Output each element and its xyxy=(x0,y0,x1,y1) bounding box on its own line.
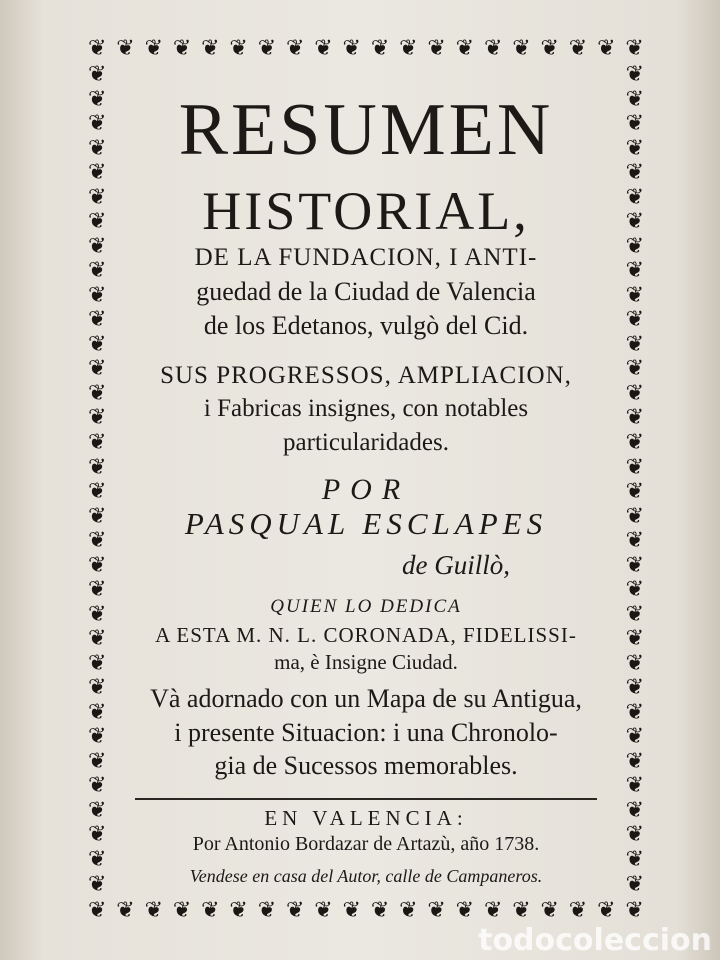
fleuron-ornament-icon: ❦ xyxy=(88,748,107,774)
fleuron-ornament-icon: ❦ xyxy=(625,773,644,799)
fleuron-ornament-icon: ❦ xyxy=(88,62,107,87)
fleuron-ornament-icon: ❦ xyxy=(229,898,248,923)
fleuron-ornament-icon: ❦ xyxy=(427,898,446,923)
fleuron-ornament-icon: ❦ xyxy=(625,331,644,357)
subtitle-line: guedad de la Ciudad de Valencia xyxy=(196,277,536,306)
fleuron-ornament-icon: ❦ xyxy=(540,898,559,923)
ornament-column-left xyxy=(88,64,106,896)
fleuron-ornament-icon: ❦ xyxy=(625,405,644,431)
fleuron-ornament-icon: ❦ xyxy=(625,209,644,235)
fleuron-ornament-icon: ❦ xyxy=(144,898,163,923)
fleuron-ornament-icon: ❦ xyxy=(625,626,644,652)
ornament-row-bottom xyxy=(88,900,644,922)
fleuron-ornament-icon: ❦ xyxy=(625,160,644,186)
fleuron-ornament-icon: ❦ xyxy=(625,552,644,578)
dedication-line: QUIEN LO DEDICA xyxy=(270,596,462,617)
fleuron-ornament-icon: ❦ xyxy=(88,209,107,235)
fleuron-ornament-icon: ❦ xyxy=(625,258,644,284)
fleuron-ornament-icon: ❦ xyxy=(88,724,107,750)
fleuron-ornament-icon: ❦ xyxy=(625,184,644,210)
fleuron-ornament-icon: ❦ xyxy=(116,898,135,923)
fleuron-ornament-icon: ❦ xyxy=(88,111,107,137)
fleuron-ornament-icon: ❦ xyxy=(625,86,644,112)
fleuron-ornament-icon: ❦ xyxy=(88,184,107,210)
fleuron-ornament-icon: ❦ xyxy=(88,601,107,627)
fleuron-ornament-icon: ❦ xyxy=(625,748,644,774)
subtitle-line: de los Edetanos, vulgò del Cid. xyxy=(203,311,529,340)
fleuron-ornament-icon: ❦ xyxy=(625,650,644,676)
divider-rule xyxy=(135,798,597,800)
fleuron-ornament-icon: ❦ xyxy=(625,111,644,137)
fleuron-ornament-icon: ❦ xyxy=(88,36,107,61)
fleuron-ornament-icon: ❦ xyxy=(88,429,107,455)
fleuron-ornament-icon: ❦ xyxy=(229,36,248,61)
author-name: PASQUAL ESCLAPES xyxy=(184,506,548,541)
fleuron-ornament-icon: ❦ xyxy=(88,847,107,872)
fleuron-ornament-icon: ❦ xyxy=(625,898,644,923)
fleuron-ornament-icon: ❦ xyxy=(399,36,418,61)
fleuron-ornament-icon: ❦ xyxy=(625,797,644,823)
imprint-place: EN VALENCIA: xyxy=(264,806,468,830)
fleuron-ornament-icon: ❦ xyxy=(172,36,192,61)
fleuron-ornament-icon: ❦ xyxy=(625,380,644,406)
fleuron-ornament-icon: ❦ xyxy=(285,898,305,923)
fleuron-ornament-icon: ❦ xyxy=(625,356,644,382)
fleuron-ornament-icon: ❦ xyxy=(285,36,305,61)
progress-line: SUS PROGRESSOS, AMPLIACION, xyxy=(160,362,572,389)
title-line-1: RESUMEN xyxy=(178,89,554,171)
fleuron-ornament-icon: ❦ xyxy=(144,36,163,61)
fleuron-ornament-icon: ❦ xyxy=(88,380,107,406)
fleuron-ornament-icon: ❦ xyxy=(172,898,192,923)
fleuron-ornament-icon: ❦ xyxy=(540,36,559,61)
fleuron-ornament-icon: ❦ xyxy=(625,601,644,627)
fleuron-ornament-icon: ❦ xyxy=(483,36,503,61)
title-line-2: HISTORIAL, xyxy=(202,181,530,241)
fleuron-ornament-icon: ❦ xyxy=(88,405,107,431)
fleuron-ornament-icon: ❦ xyxy=(483,898,503,923)
fleuron-ornament-icon: ❦ xyxy=(88,822,107,848)
fleuron-ornament-icon: ❦ xyxy=(88,675,107,701)
fleuron-ornament-icon: ❦ xyxy=(88,160,107,186)
fleuron-ornament-icon: ❦ xyxy=(201,36,220,61)
fleuron-ornament-icon: ❦ xyxy=(88,86,107,112)
fleuron-ornament-icon: ❦ xyxy=(512,898,531,923)
ornament-row-top xyxy=(88,38,644,60)
progress-line: i Fabricas insignes, con notables xyxy=(203,395,529,422)
fleuron-ornament-icon: ❦ xyxy=(88,233,107,259)
fleuron-ornament-icon: ❦ xyxy=(568,36,588,61)
fleuron-ornament-icon: ❦ xyxy=(625,307,644,333)
fleuron-ornament-icon: ❦ xyxy=(625,503,644,529)
subtitle-line: DE LA FUNDACION, I ANTI- xyxy=(194,244,538,271)
fleuron-ornament-icon: ❦ xyxy=(625,528,644,554)
fleuron-ornament-icon: ❦ xyxy=(88,871,107,897)
fleuron-ornament-icon: ❦ xyxy=(88,773,107,799)
fleuron-ornament-icon: ❦ xyxy=(88,258,107,284)
fleuron-ornament-icon: ❦ xyxy=(314,898,333,923)
fleuron-ornament-icon: ❦ xyxy=(88,797,107,823)
fleuron-ornament-icon: ❦ xyxy=(512,36,531,61)
fleuron-ornament-icon: ❦ xyxy=(88,307,107,333)
fleuron-ornament-icon: ❦ xyxy=(625,454,644,480)
contents-line: gia de Sucessos memorables. xyxy=(214,751,518,780)
fleuron-ornament-icon: ❦ xyxy=(88,552,107,578)
fleuron-ornament-icon: ❦ xyxy=(88,699,107,725)
progress-line: particularidades. xyxy=(283,429,449,456)
fleuron-ornament-icon: ❦ xyxy=(201,898,220,923)
fleuron-ornament-icon: ❦ xyxy=(568,898,588,923)
fleuron-ornament-icon: ❦ xyxy=(597,36,616,61)
contents-line: Và adornado con un Mapa de su Antigua, xyxy=(150,684,582,713)
fleuron-ornament-icon: ❦ xyxy=(370,898,390,923)
fleuron-ornament-icon: ❦ xyxy=(625,675,644,701)
dedication-line: ma, è Insigne Ciudad. xyxy=(274,650,458,674)
fleuron-ornament-icon: ❦ xyxy=(314,36,333,61)
fleuron-ornament-icon: ❦ xyxy=(88,135,107,161)
fleuron-ornament-icon: ❦ xyxy=(625,36,644,61)
ornament-column-right xyxy=(626,64,644,896)
fleuron-ornament-icon: ❦ xyxy=(257,36,277,61)
author-name-2: de Guillò, xyxy=(402,550,510,580)
por-line: POR xyxy=(321,473,411,506)
dedication-line: A ESTA M. N. L. CORONADA, FIDELISSI- xyxy=(155,623,577,647)
fleuron-ornament-icon: ❦ xyxy=(88,577,107,603)
fleuron-ornament-icon: ❦ xyxy=(625,479,644,505)
fleuron-ornament-icon: ❦ xyxy=(625,62,644,87)
imprint-sale: Vendese en casa del Autor, calle de Campaneros. xyxy=(189,866,543,886)
fleuron-ornament-icon: ❦ xyxy=(625,577,644,603)
fleuron-ornament-icon: ❦ xyxy=(625,847,644,872)
fleuron-ornament-icon: ❦ xyxy=(625,871,644,897)
fleuron-ornament-icon: ❦ xyxy=(455,36,475,61)
fleuron-ornament-icon: ❦ xyxy=(88,503,107,529)
fleuron-ornament-icon: ❦ xyxy=(399,898,418,923)
fleuron-ornament-icon: ❦ xyxy=(88,626,107,652)
fleuron-ornament-icon: ❦ xyxy=(625,822,644,848)
fleuron-ornament-icon: ❦ xyxy=(370,36,390,61)
contents-line: i presente Situacion: i una Chronolo- xyxy=(174,718,558,747)
fleuron-ornament-icon: ❦ xyxy=(625,724,644,750)
fleuron-ornament-icon: ❦ xyxy=(455,898,475,923)
fleuron-ornament-icon: ❦ xyxy=(116,36,135,61)
fleuron-ornament-icon: ❦ xyxy=(88,331,107,357)
fleuron-ornament-icon: ❦ xyxy=(88,282,107,308)
fleuron-ornament-icon: ❦ xyxy=(342,36,361,61)
fleuron-ornament-icon: ❦ xyxy=(342,898,361,923)
fleuron-ornament-icon: ❦ xyxy=(625,282,644,308)
fleuron-ornament-icon: ❦ xyxy=(625,699,644,725)
fleuron-ornament-icon: ❦ xyxy=(597,898,616,923)
fleuron-ornament-icon: ❦ xyxy=(625,429,644,455)
fleuron-ornament-icon: ❦ xyxy=(88,479,107,505)
fleuron-ornament-icon: ❦ xyxy=(88,898,107,923)
fleuron-ornament-icon: ❦ xyxy=(625,233,644,259)
fleuron-ornament-icon: ❦ xyxy=(257,898,277,923)
watermark: todocoleccion xyxy=(478,923,712,958)
fleuron-ornament-icon: ❦ xyxy=(427,36,446,61)
fleuron-ornament-icon: ❦ xyxy=(88,650,107,676)
fleuron-ornament-icon: ❦ xyxy=(625,135,644,161)
fleuron-ornament-icon: ❦ xyxy=(88,356,107,382)
fleuron-ornament-icon: ❦ xyxy=(88,528,107,554)
imprint-printer: Por Antonio Bordazar de Artazù, año 1738. xyxy=(192,833,540,855)
fleuron-ornament-icon: ❦ xyxy=(88,454,107,480)
